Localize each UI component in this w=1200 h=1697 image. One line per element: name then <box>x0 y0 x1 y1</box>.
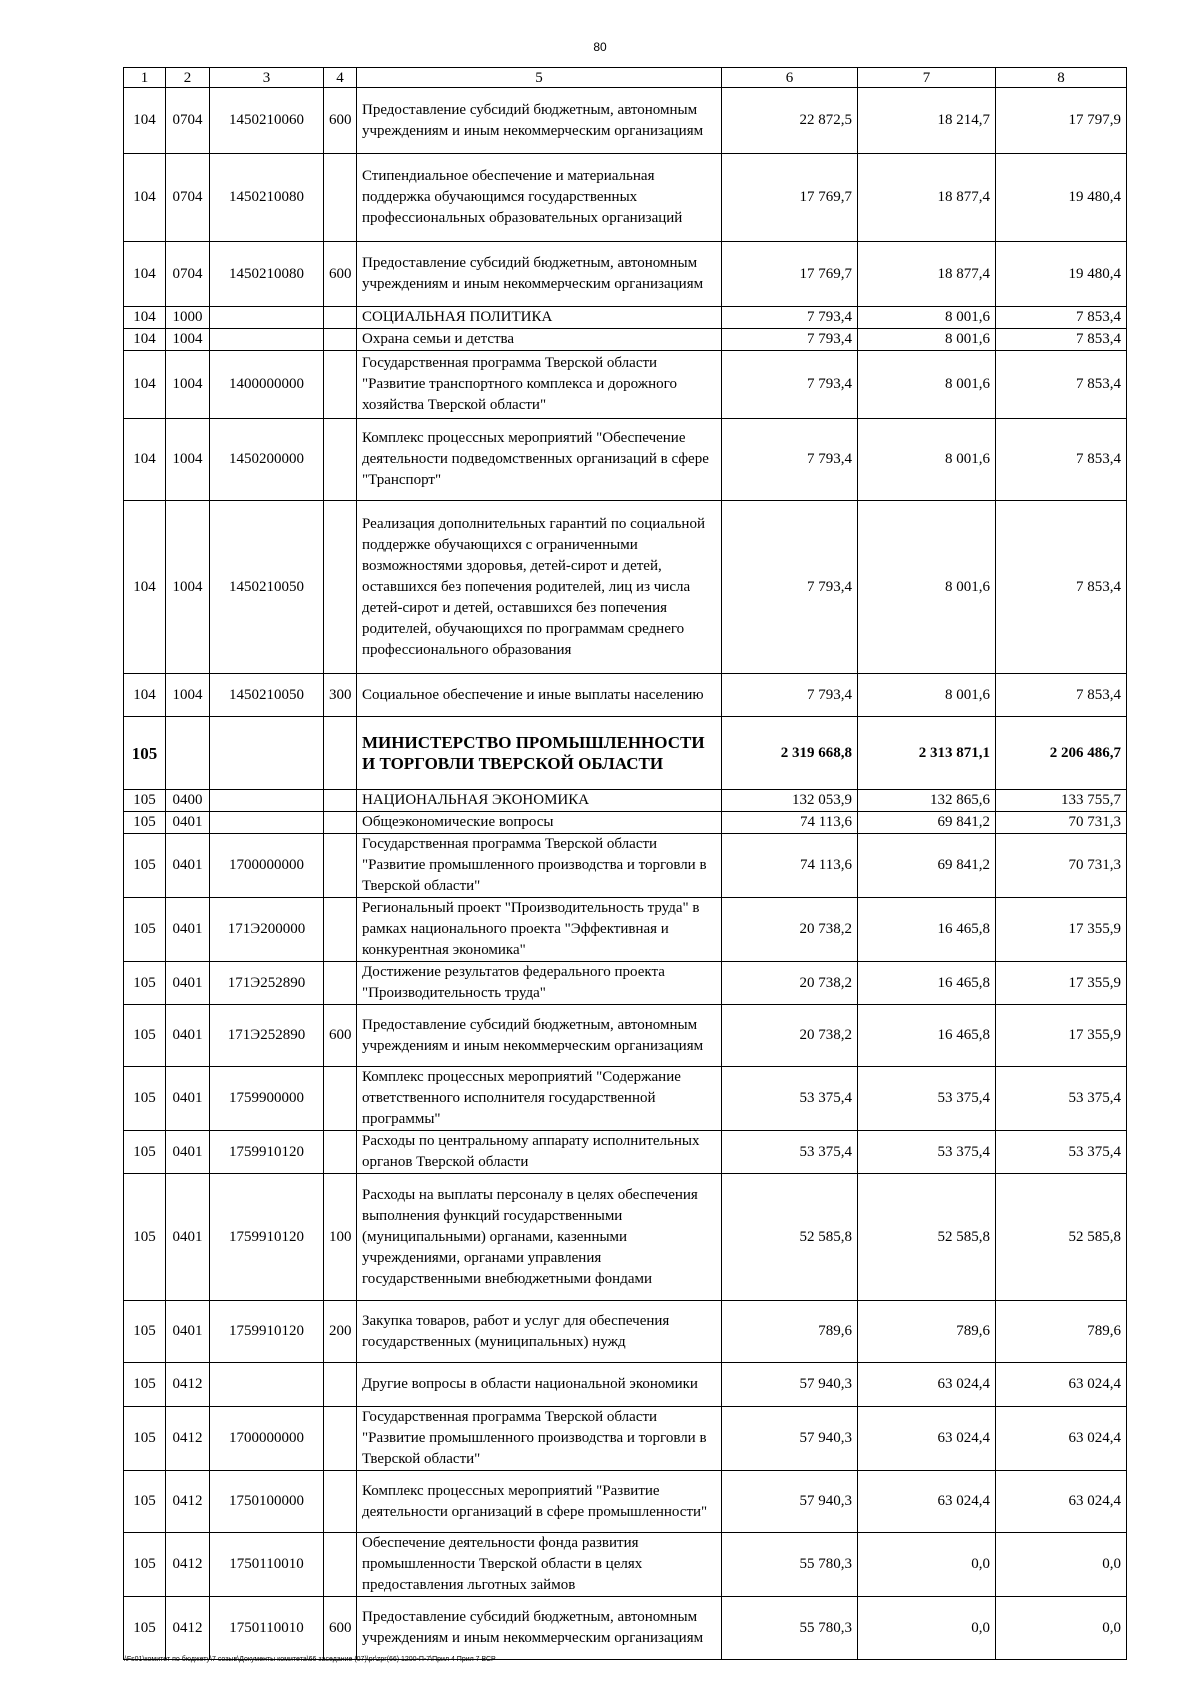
cell-description: Закупка товаров, работ и услуг для обеспечения государственных (муниципальных) нужд <box>357 1301 722 1363</box>
cell-description: Другие вопросы в области национальной экономики <box>357 1363 722 1407</box>
cell-target-article: 1759900000 <box>210 1067 324 1131</box>
cell-amount-year2: 8 001,6 <box>858 307 996 329</box>
header-cell: 2 <box>166 68 210 88</box>
cell-amount-year2: 52 585,8 <box>858 1174 996 1301</box>
table-row <box>124 674 1127 717</box>
cell-ved: 105 <box>124 1533 166 1597</box>
cell-amount-year3: 19 480,4 <box>996 242 1127 307</box>
cell-amount-year3: 7 853,4 <box>996 419 1127 501</box>
cell-amount-year2: 789,6 <box>858 1301 996 1363</box>
cell-amount-year1: 20 738,2 <box>722 898 858 962</box>
cell-section: 0401 <box>166 962 210 1005</box>
cell-section: 0412 <box>166 1363 210 1407</box>
cell-amount-year2: 69 841,2 <box>858 812 996 834</box>
cell-expense-type <box>324 812 357 834</box>
cell-ved: 105 <box>124 1407 166 1471</box>
cell-amount-year1: 20 738,2 <box>722 962 858 1005</box>
cell-target-article <box>210 717 324 790</box>
cell-amount-year2: 18 877,4 <box>858 242 996 307</box>
cell-expense-type <box>324 307 357 329</box>
header-cell: 5 <box>357 68 722 88</box>
cell-expense-type <box>324 898 357 962</box>
cell-expense-type: 600 <box>324 1597 357 1660</box>
cell-amount-year1: 20 738,2 <box>722 1005 858 1067</box>
cell-section: 0401 <box>166 1174 210 1301</box>
table-row <box>124 898 1127 962</box>
cell-amount-year3: 53 375,4 <box>996 1067 1127 1131</box>
table-row <box>124 1533 1127 1597</box>
cell-target-article: 1750100000 <box>210 1471 324 1533</box>
table-row <box>124 790 1127 812</box>
header-cell: 3 <box>210 68 324 88</box>
table-row <box>124 419 1127 501</box>
cell-target-article <box>210 307 324 329</box>
header-cell: 6 <box>722 68 858 88</box>
cell-expense-type: 100 <box>324 1174 357 1301</box>
cell-amount-year3: 17 355,9 <box>996 962 1127 1005</box>
cell-description: Расходы на выплаты персоналу в целях обеспечения выполнения функций государственными (муниципальными) органами, казенными учреждениями, органами управления государственными внебюджетными фондами <box>357 1174 722 1301</box>
table-row <box>124 1131 1127 1174</box>
cell-description: НАЦИОНАЛЬНАЯ ЭКОНОМИКА <box>357 790 722 812</box>
cell-ved: 104 <box>124 674 166 717</box>
cell-ved: 105 <box>124 1301 166 1363</box>
cell-amount-year1: 52 585,8 <box>722 1174 858 1301</box>
cell-amount-year2: 63 024,4 <box>858 1363 996 1407</box>
cell-description: Государственная программа Тверской области "Развитие промышленного производства и торговли в Тверской области" <box>357 1407 722 1471</box>
cell-amount-year1: 57 940,3 <box>722 1363 858 1407</box>
cell-description: Комплекс процессных мероприятий "Обеспечение деятельности подведомственных организаций в сфере "Транспорт" <box>357 419 722 501</box>
header-cell: 4 <box>324 68 357 88</box>
cell-ved: 105 <box>124 1471 166 1533</box>
cell-amount-year3: 19 480,4 <box>996 154 1127 242</box>
cell-amount-year2: 69 841,2 <box>858 834 996 898</box>
cell-target-article: 1750110010 <box>210 1597 324 1660</box>
cell-amount-year3: 7 853,4 <box>996 307 1127 329</box>
cell-amount-year2: 53 375,4 <box>858 1131 996 1174</box>
cell-section: 0412 <box>166 1407 210 1471</box>
cell-description: Региональный проект "Производительность труда" в рамках национального проекта "Эффективная и конкурентная экономика" <box>357 898 722 962</box>
table-row <box>124 88 1127 154</box>
page-number: 80 <box>593 40 607 54</box>
cell-expense-type: 600 <box>324 1005 357 1067</box>
cell-amount-year2: 8 001,6 <box>858 419 996 501</box>
cell-expense-type <box>324 1363 357 1407</box>
cell-expense-type <box>324 351 357 419</box>
cell-description: Обеспечение деятельности фонда развития промышленности Тверской области в целях предоставления льготных займов <box>357 1533 722 1597</box>
cell-target-article: 1450200000 <box>210 419 324 501</box>
cell-section: 0401 <box>166 834 210 898</box>
cell-amount-year1: 57 940,3 <box>722 1471 858 1533</box>
cell-description: СОЦИАЛЬНАЯ ПОЛИТИКА <box>357 307 722 329</box>
cell-section: 1004 <box>166 329 210 351</box>
cell-expense-type <box>324 154 357 242</box>
cell-expense-type <box>324 419 357 501</box>
cell-amount-year1: 789,6 <box>722 1301 858 1363</box>
cell-section: 0401 <box>166 1005 210 1067</box>
cell-section: 0704 <box>166 88 210 154</box>
cell-amount-year2: 63 024,4 <box>858 1407 996 1471</box>
cell-amount-year3: 0,0 <box>996 1597 1127 1660</box>
cell-amount-year1: 2 319 668,8 <box>722 717 858 790</box>
table-row <box>124 962 1127 1005</box>
header-cell: 7 <box>858 68 996 88</box>
table-row <box>124 1005 1127 1067</box>
cell-ved: 104 <box>124 329 166 351</box>
cell-description: Комплекс процессных мероприятий "Содержание ответственного исполнителя государственной программы" <box>357 1067 722 1131</box>
cell-amount-year1: 22 872,5 <box>722 88 858 154</box>
cell-section: 0412 <box>166 1597 210 1660</box>
table-header-row <box>124 68 1127 88</box>
cell-target-article: 171Э252890 <box>210 1005 324 1067</box>
table-row <box>124 351 1127 419</box>
cell-amount-year3: 52 585,8 <box>996 1174 1127 1301</box>
cell-amount-year1: 74 113,6 <box>722 834 858 898</box>
cell-amount-year2: 0,0 <box>858 1597 996 1660</box>
cell-amount-year2: 8 001,6 <box>858 329 996 351</box>
cell-description: Реализация дополнительных гарантий по социальной поддержке обучающихся с ограниченными возможностями здоровья, детей-сирот и детей, оставшихся без попечения родителей, лиц из числа детей-сирот и детей, оставшихся без попечения родителей, обучающихся по программам среднего профессионального образования <box>357 501 722 674</box>
cell-section: 0401 <box>166 812 210 834</box>
cell-section: 1004 <box>166 674 210 717</box>
cell-description: Предоставление субсидий бюджетным, автономным учреждениям и иным некоммерческим организациям <box>357 88 722 154</box>
cell-expense-type <box>324 1407 357 1471</box>
cell-expense-type: 600 <box>324 242 357 307</box>
cell-target-article: 171Э200000 <box>210 898 324 962</box>
cell-ved: 105 <box>124 717 166 790</box>
cell-target-article: 1450210050 <box>210 674 324 717</box>
cell-amount-year3: 133 755,7 <box>996 790 1127 812</box>
cell-expense-type <box>324 790 357 812</box>
cell-amount-year2: 18 214,7 <box>858 88 996 154</box>
cell-target-article: 1400000000 <box>210 351 324 419</box>
cell-description: Государственная программа Тверской области "Развитие транспортного комплекса и дорожного хозяйства Тверской области" <box>357 351 722 419</box>
cell-amount-year3: 7 853,4 <box>996 329 1127 351</box>
header-cell: 8 <box>996 68 1127 88</box>
cell-target-article: 1759910120 <box>210 1301 324 1363</box>
cell-expense-type: 200 <box>324 1301 357 1363</box>
cell-description: Государственная программа Тверской области "Развитие промышленного производства и торговли в Тверской области" <box>357 834 722 898</box>
table-row <box>124 1174 1127 1301</box>
cell-section: 1000 <box>166 307 210 329</box>
cell-ved: 104 <box>124 242 166 307</box>
cell-amount-year3: 789,6 <box>996 1301 1127 1363</box>
table-row <box>124 1363 1127 1407</box>
cell-amount-year1: 53 375,4 <box>722 1131 858 1174</box>
cell-section: 0412 <box>166 1471 210 1533</box>
cell-amount-year3: 63 024,4 <box>996 1407 1127 1471</box>
cell-ved: 104 <box>124 419 166 501</box>
cell-amount-year2: 8 001,6 <box>858 501 996 674</box>
cell-amount-year2: 16 465,8 <box>858 962 996 1005</box>
cell-ved: 105 <box>124 962 166 1005</box>
cell-section: 0704 <box>166 242 210 307</box>
cell-amount-year3: 53 375,4 <box>996 1131 1127 1174</box>
cell-target-article: 1700000000 <box>210 1407 324 1471</box>
cell-description: Комплекс процессных мероприятий "Развитие деятельности организаций в сфере промышленности" <box>357 1471 722 1533</box>
cell-ved: 104 <box>124 501 166 674</box>
cell-amount-year3: 0,0 <box>996 1533 1127 1597</box>
cell-target-article: 1450210050 <box>210 501 324 674</box>
cell-section: 0400 <box>166 790 210 812</box>
cell-amount-year3: 7 853,4 <box>996 501 1127 674</box>
table-row <box>124 242 1127 307</box>
cell-description: Достижение результатов федерального проекта "Производительность труда" <box>357 962 722 1005</box>
cell-section: 0412 <box>166 1533 210 1597</box>
cell-target-article <box>210 329 324 351</box>
cell-expense-type <box>324 834 357 898</box>
cell-expense-type: 300 <box>324 674 357 717</box>
cell-ved: 105 <box>124 898 166 962</box>
cell-ved: 105 <box>124 812 166 834</box>
cell-ved: 104 <box>124 307 166 329</box>
cell-description: Предоставление субсидий бюджетным, автономным учреждениям и иным некоммерческим организациям <box>357 1597 722 1660</box>
cell-ved: 105 <box>124 790 166 812</box>
cell-amount-year3: 70 731,3 <box>996 812 1127 834</box>
table-row <box>124 1407 1127 1471</box>
cell-amount-year2: 53 375,4 <box>858 1067 996 1131</box>
file-path-footer: \\Fs01\комитет по бюджету\7 созыв\Документы комитета\66 заседание (07)\pr\zpr(66) 1200-П-7\Прил 4 Прил 7 ВСР <box>123 1656 496 1663</box>
table-row <box>124 501 1127 674</box>
cell-amount-year2: 8 001,6 <box>858 674 996 717</box>
table-row <box>124 1301 1127 1363</box>
cell-target-article: 171Э252890 <box>210 962 324 1005</box>
table-row <box>124 1471 1127 1533</box>
cell-amount-year3: 2 206 486,7 <box>996 717 1127 790</box>
cell-ved: 105 <box>124 1363 166 1407</box>
cell-description: Стипендиальное обеспечение и материальная поддержка обучающимся государственных профессиональных образовательных организаций <box>357 154 722 242</box>
table-row <box>124 329 1127 351</box>
cell-expense-type <box>324 329 357 351</box>
cell-amount-year2: 16 465,8 <box>858 1005 996 1067</box>
cell-description: Охрана семьи и детства <box>357 329 722 351</box>
cell-section: 1004 <box>166 501 210 674</box>
cell-amount-year1: 53 375,4 <box>722 1067 858 1131</box>
cell-amount-year3: 17 355,9 <box>996 898 1127 962</box>
cell-expense-type <box>324 1131 357 1174</box>
cell-target-article: 1450210060 <box>210 88 324 154</box>
cell-description: Расходы по центральному аппарату исполнительных органов Тверской области <box>357 1131 722 1174</box>
cell-amount-year1: 55 780,3 <box>722 1597 858 1660</box>
cell-target-article <box>210 790 324 812</box>
cell-target-article: 1450210080 <box>210 154 324 242</box>
cell-ved: 104 <box>124 154 166 242</box>
cell-amount-year3: 17 797,9 <box>996 88 1127 154</box>
cell-section: 0401 <box>166 1131 210 1174</box>
cell-section <box>166 717 210 790</box>
cell-section: 1004 <box>166 351 210 419</box>
cell-expense-type <box>324 1471 357 1533</box>
cell-amount-year3: 70 731,3 <box>996 834 1127 898</box>
cell-section: 1004 <box>166 419 210 501</box>
cell-amount-year2: 16 465,8 <box>858 898 996 962</box>
table-row <box>124 307 1127 329</box>
cell-expense-type <box>324 962 357 1005</box>
header-cell: 1 <box>124 68 166 88</box>
cell-amount-year2: 2 313 871,1 <box>858 717 996 790</box>
cell-ved: 104 <box>124 88 166 154</box>
cell-section: 0704 <box>166 154 210 242</box>
cell-target-article <box>210 812 324 834</box>
cell-amount-year3: 63 024,4 <box>996 1363 1127 1407</box>
cell-amount-year2: 8 001,6 <box>858 351 996 419</box>
cell-amount-year1: 74 113,6 <box>722 812 858 834</box>
cell-amount-year1: 7 793,4 <box>722 419 858 501</box>
cell-amount-year1: 17 769,7 <box>722 242 858 307</box>
cell-section: 0401 <box>166 1067 210 1131</box>
cell-description: Общеэкономические вопросы <box>357 812 722 834</box>
cell-amount-year1: 7 793,4 <box>722 674 858 717</box>
cell-amount-year1: 7 793,4 <box>722 329 858 351</box>
cell-expense-type: 600 <box>324 88 357 154</box>
cell-target-article <box>210 1363 324 1407</box>
table-row <box>124 1067 1127 1131</box>
cell-ved: 105 <box>124 1174 166 1301</box>
cell-amount-year1: 7 793,4 <box>722 351 858 419</box>
cell-section: 0401 <box>166 1301 210 1363</box>
cell-amount-year3: 17 355,9 <box>996 1005 1127 1067</box>
cell-target-article: 1759910120 <box>210 1131 324 1174</box>
cell-description: Предоставление субсидий бюджетным, автономным учреждениям и иным некоммерческим организациям <box>357 242 722 307</box>
cell-expense-type <box>324 1533 357 1597</box>
cell-amount-year1: 7 793,4 <box>722 307 858 329</box>
cell-amount-year1: 55 780,3 <box>722 1533 858 1597</box>
cell-amount-year1: 7 793,4 <box>722 501 858 674</box>
cell-expense-type <box>324 1067 357 1131</box>
cell-amount-year1: 57 940,3 <box>722 1407 858 1471</box>
table-row <box>124 812 1127 834</box>
cell-amount-year2: 0,0 <box>858 1533 996 1597</box>
cell-target-article: 1759910120 <box>210 1174 324 1301</box>
cell-target-article: 1750110010 <box>210 1533 324 1597</box>
cell-amount-year3: 7 853,4 <box>996 674 1127 717</box>
cell-ved: 105 <box>124 1597 166 1660</box>
table-row <box>124 717 1127 790</box>
table-row <box>124 154 1127 242</box>
cell-ved: 105 <box>124 1067 166 1131</box>
cell-description: Предоставление субсидий бюджетным, автономным учреждениям и иным некоммерческим организациям <box>357 1005 722 1067</box>
cell-amount-year2: 63 024,4 <box>858 1471 996 1533</box>
table-row <box>124 1597 1127 1660</box>
cell-amount-year3: 63 024,4 <box>996 1471 1127 1533</box>
cell-ved: 105 <box>124 834 166 898</box>
budget-table <box>123 67 1127 1660</box>
cell-target-article: 1450210080 <box>210 242 324 307</box>
cell-amount-year1: 132 053,9 <box>722 790 858 812</box>
cell-ved: 105 <box>124 1131 166 1174</box>
cell-amount-year2: 18 877,4 <box>858 154 996 242</box>
cell-expense-type <box>324 501 357 674</box>
cell-expense-type <box>324 717 357 790</box>
cell-section: 0401 <box>166 898 210 962</box>
cell-target-article: 1700000000 <box>210 834 324 898</box>
table-row <box>124 834 1127 898</box>
cell-ved: 105 <box>124 1005 166 1067</box>
cell-amount-year2: 132 865,6 <box>858 790 996 812</box>
cell-description: Социальное обеспечение и иные выплаты населению <box>357 674 722 717</box>
cell-amount-year1: 17 769,7 <box>722 154 858 242</box>
cell-amount-year3: 7 853,4 <box>996 351 1127 419</box>
cell-description: МИНИСТЕРСТВО ПРОМЫШЛЕННОСТИ И ТОРГОВЛИ ТВЕРСКОЙ ОБЛАСТИ <box>357 717 722 790</box>
cell-ved: 104 <box>124 351 166 419</box>
